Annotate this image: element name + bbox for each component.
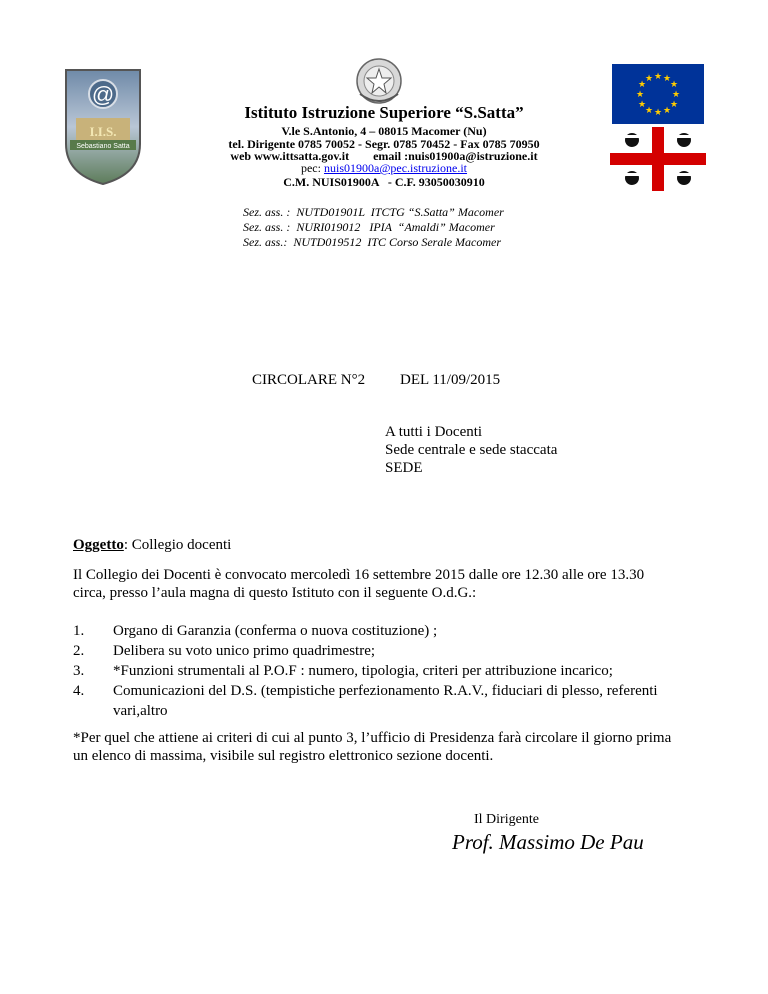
agenda-item-number: 4.: [73, 683, 85, 699]
svg-text:★: ★: [671, 90, 681, 100]
svg-text:@: @: [91, 82, 115, 107]
agenda-item-text: Comunicazioni del D.S. (tempistiche perfezionamento R.A.V., fiduciari di plesso, referenti vari,altro: [113, 683, 658, 719]
agenda-item-text: *Funzioni strumentali al P.O.F : numero, tipologia, criteri per attribuzione incarico;: [113, 663, 613, 679]
section-line: Sez. ass. : NUTD01901L ITCTG “S.Satta” Macomer: [243, 205, 504, 219]
svg-text:★: ★: [669, 100, 679, 110]
agenda-item-text: Organo di Garanzia (conferma o nuova costituzione) ;: [113, 623, 438, 639]
pec-line: [0, 161, 768, 176]
circular-number: CIRCOLARE N°2: [252, 372, 366, 388]
school-web-email: web www.ittsatta.gov.it email :nuis01900a@istruzione.it: [230, 149, 538, 163]
svg-text:★: ★: [662, 106, 672, 116]
school-name: Istituto Istruzione Superiore “S.Satta”: [244, 103, 524, 122]
svg-text:★: ★: [653, 108, 663, 118]
agenda-item-number: 2.: [73, 643, 85, 659]
agenda-item-number: 1.: [73, 623, 85, 639]
recipient-line: Sede centrale e sede staccata: [385, 442, 558, 458]
subject-text: : Collegio docenti: [123, 537, 232, 553]
note-line: *Per quel che attiene ai criteri di cui al punto 3, l’ufficio di Presidenza farà circolare il giorno prima: [73, 730, 672, 746]
school-phones: tel. Dirigente 0785 70052 - Segr. 0785 70452 - Fax 0785 70950: [228, 137, 540, 151]
svg-text:★: ★: [644, 74, 654, 84]
italian-republic-emblem-icon: [354, 56, 404, 106]
school-address: V.le S.Antonio, 4 – 08015 Macomer (Nu): [281, 124, 487, 138]
svg-text:★: ★: [637, 100, 647, 110]
recipient-line: A tutti i Docenti: [385, 424, 483, 440]
note-line: un elenco di massima, visibile sul registro elettronico sezione docenti.: [73, 748, 494, 764]
school-logo-line-1: I.I.S.: [89, 124, 117, 139]
agenda-item-number: 3.: [73, 663, 85, 679]
circular-date: DEL 11/09/2015: [400, 372, 501, 388]
agenda-list: [73, 621, 713, 721]
section-line: Sez. ass. : NURI019012 IPIA “Amaldi” Macomer: [243, 220, 495, 234]
agenda-item: [73, 641, 713, 661]
section-line: Sez. ass.: NUTD019512 ITC Corso Serale Macomer: [243, 235, 501, 249]
intro-line: Il Collegio dei Docenti è convocato mercoledì 16 settembre 2015 dalle ore 12.30 alle ore 13.30: [73, 567, 645, 583]
signature-name: Prof. Massimo De Pau: [452, 830, 644, 854]
signature-title: Il Dirigente: [474, 812, 539, 827]
svg-text:★: ★: [637, 80, 647, 90]
recipient-line: SEDE: [385, 460, 423, 476]
intro-line: circa, presso l’aula magna di questo Istituto con il seguente O.d.G.:: [73, 585, 477, 601]
svg-text:★: ★: [669, 80, 679, 90]
subject-label: Oggetto: [73, 537, 124, 553]
subject-line: [73, 537, 231, 554]
agenda-item: [73, 621, 713, 641]
agenda-item: [73, 681, 713, 721]
svg-text:★: ★: [653, 72, 663, 82]
pec-label: pec:: [300, 161, 324, 175]
school-codes: C.M. NUIS01900A - C.F. 93050030910: [283, 175, 485, 189]
pec-email-link[interactable]: nuis01900a@pec.istruzione.it: [323, 161, 468, 175]
agenda-item-text: Delibera su voto unico primo quadrimestre;: [113, 643, 376, 659]
agenda-item: [73, 661, 713, 681]
school-logo-line-2: Sebastiano Satta: [76, 143, 130, 150]
svg-text:★: ★: [662, 74, 672, 84]
svg-text:★: ★: [635, 90, 645, 100]
svg-text:★: ★: [644, 106, 654, 116]
